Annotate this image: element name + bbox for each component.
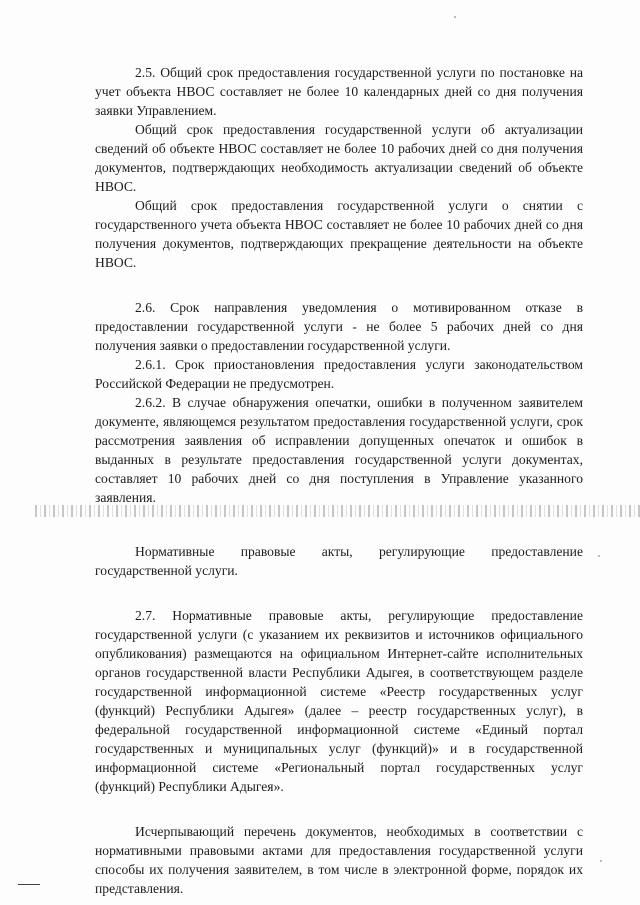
- paragraph-2-7: 2.7. Нормативные правовые акты, регулирующие предоставление государственной услуги (с указанием их реквизитов и источников официального опубликования) размещаются на официальном Интернет-сайте исполнительных органов государственной власти Республики Адыгея, в соответствующем разделе государственной информационной системе «Реестр государственных услуг (функций) Республики Адыгея» (далее – реестр государственных услуг), в федеральной государственной информационной системе «Единый портал государственных и муниципальных услуг (функций)» и в государственной информационной системе «Региональный портал государственных услуг (функций) Республики Адыгея».: [95, 608, 583, 794]
- scan-speck: [454, 16, 456, 18]
- page-corner-mark: [18, 884, 40, 885]
- spacer: [95, 272, 583, 298]
- paragraph-2-6: 2.6. Срок направления уведомления о мотивированном отказе в предоставлении государственной услуги - не более 5 рабочих дней со дня получения заявки о предоставлении государственной услуги.: [95, 300, 583, 353]
- spacer: [95, 580, 583, 606]
- paragraph-2-6-2: 2.6.2. В случае обнаружения опечатки, ошибки в полученном заявителем документе, являющемся результатом предоставления государственной услуги, срок рассмотрения заявления об исправлении допущенных опечаток и ошибок в выданных в результате предоставления государственной услуги документах, составляет 10 рабочих дней со дня поступления в Управление указанного заявления.: [95, 395, 583, 505]
- spacer: [95, 796, 583, 822]
- paragraph-2-5: 2.5. Общий срок предоставления государственной услуги по постановке на учет объекта НВОС составляет не более 10 календарных дней со дня получения заявки Управлением.: [95, 65, 583, 118]
- paragraph-removal-term: Общий срок предоставления государственной услуги о снятии с государственного учета объекта НВОС составляет не более 10 рабочих дней со дня получения документов, подтверждающих прекращение деятельности на объекте НВОС.: [95, 198, 583, 270]
- heading-documents-list: Исчерпывающий перечень документов, необходимых в соответствии с нормативными правовыми актами для предоставления государственной услуги способы их получения заявителем, в том числе в электронной форме, порядок их представления.: [95, 824, 583, 896]
- scan-speck: [598, 555, 600, 557]
- scan-speck: [600, 860, 602, 862]
- spacer: [95, 523, 583, 542]
- document-body: [95, 63, 583, 898]
- heading-normative-acts: Нормативные правовые акты, регулирующие предоставление государственной услуги.: [95, 544, 583, 578]
- paragraph-actualization-term: Общий срок предоставления государственной услуги об актуализации сведений об объекте НВОС составляет не более 10 рабочих дней со дня получения документов, подтверждающих необходимость актуализации сведений об объекте НВОС.: [95, 122, 583, 194]
- scan-noise-strip: [35, 505, 640, 517]
- paragraph-2-6-1: 2.6.1. Срок приостановления предоставления услуги законодательством Российской Федерации не предусмотрен.: [95, 357, 583, 391]
